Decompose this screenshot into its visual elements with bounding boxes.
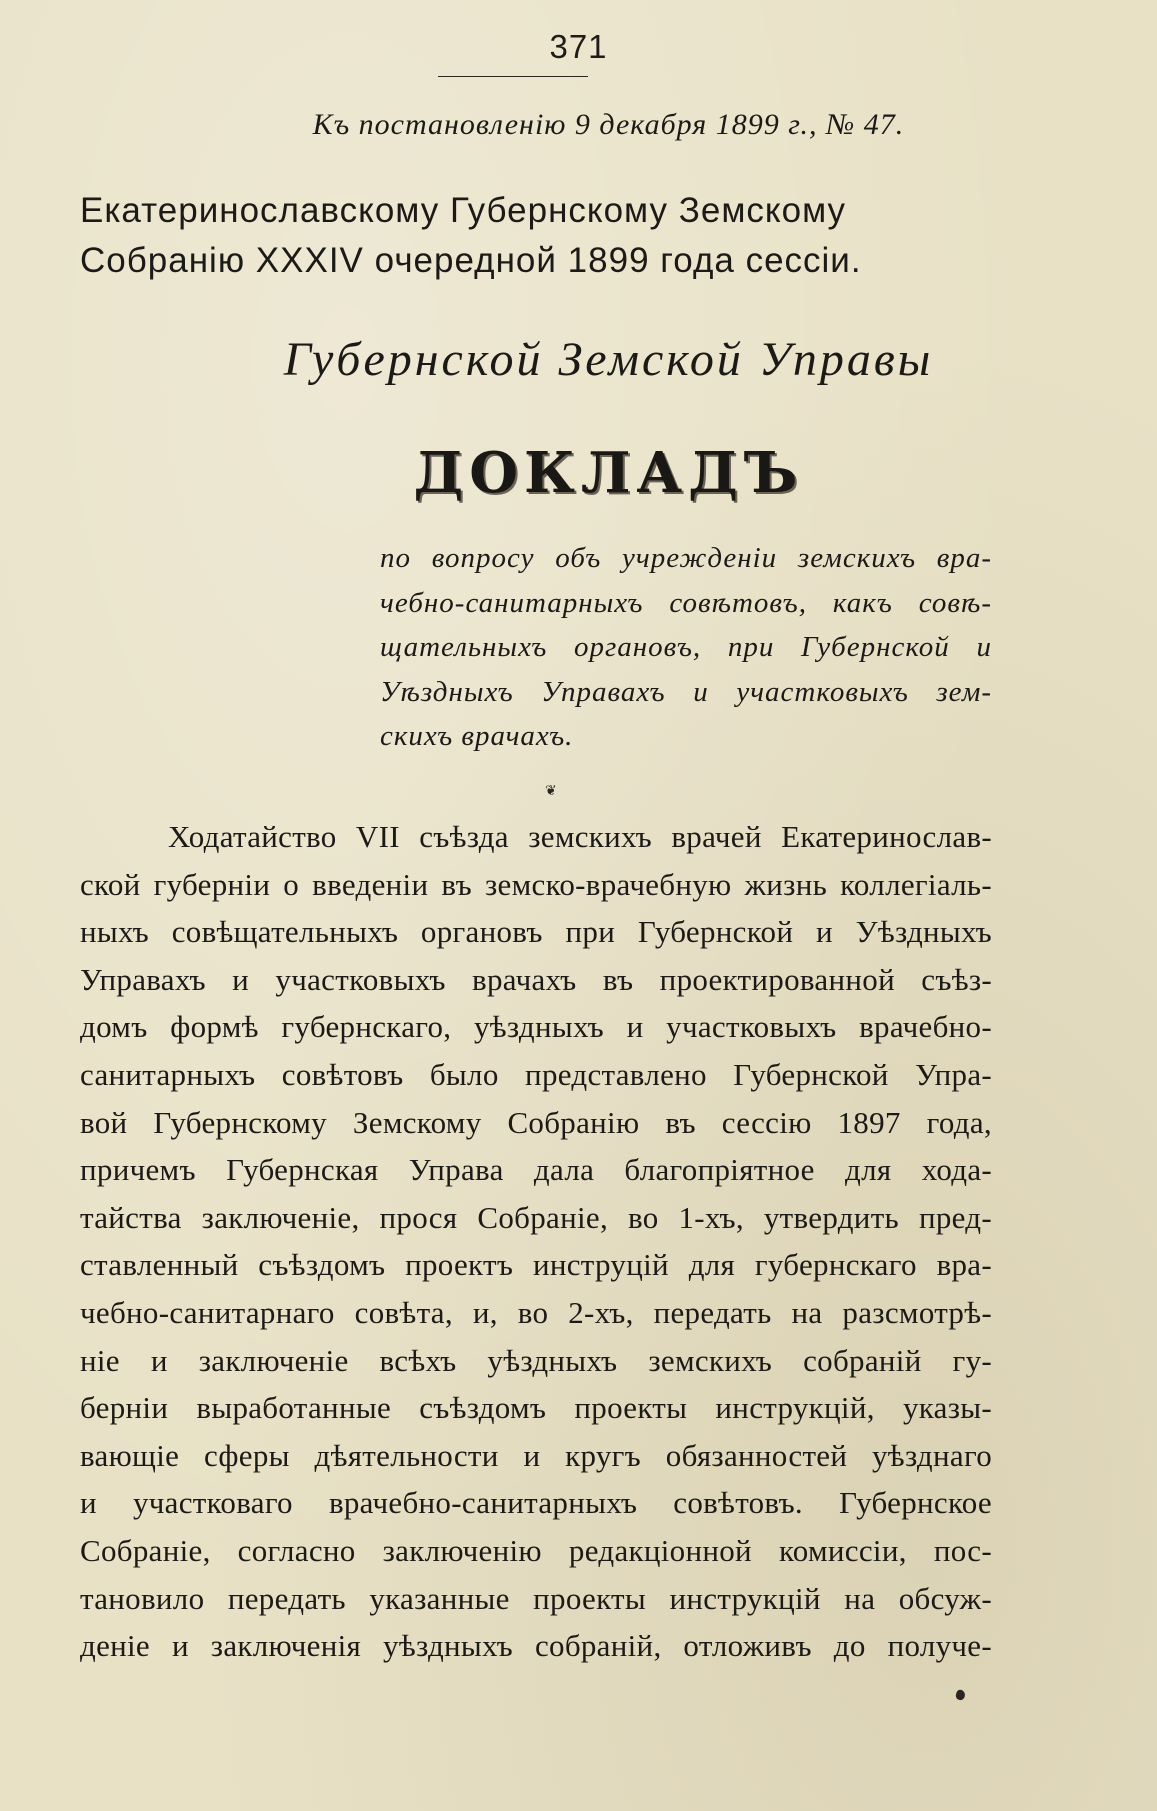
page-number-rule [438,76,588,77]
body-line: вающіе сферы дѣятельности и кругъ обязанностей уѣзднаго [80,1437,992,1473]
subject-line: чебно-санитарныхъ совѣтовъ, какъ совѣ- [380,586,992,619]
page-number: 371 [549,28,608,65]
body-line: и участковаго врачебно-санитарныхъ совѣтовъ. Губернское [80,1485,992,1521]
subject-line: по вопросу объ учрежденіи земскихъ вра- [380,542,992,574]
body-line: чебно-санитарнаго совѣта, и, во 2-хъ, передать на разсмотрѣ- [80,1294,992,1330]
body-line: санитарныхъ совѣтовъ было представлено Губернской Упра- [80,1056,992,1092]
body-line: тайства заключеніе, прося Собраніе, во 1-хъ, утвердить пред- [80,1199,992,1235]
body-line: Управахъ и участковыхъ врачахъ въ проектированной съѣз- [80,961,992,997]
ink-speck [955,1689,967,1701]
body-line: ніе и заключеніе всѣхъ уѣздныхъ земскихъ собраній гу- [80,1342,992,1378]
body-line: ставленный съѣздомъ проектъ инструцій для губернскаго вра- [80,1247,992,1283]
body-line: берніи выработанные съѣздомъ проекты инструкцій, указы- [80,1390,992,1426]
doklad-title: ДОКЛАДЪ [413,440,804,506]
addressee-line: Екатеринославскому Губернскому Земскому [80,191,847,230]
body-line: ской губерніи о введеніи въ земско-врачебную жизнь коллегіаль- [80,866,992,902]
report-subject [380,536,992,759]
body-line: деніе и заключенія уѣздныхъ собраній, отложивъ до получе- [80,1628,992,1664]
resolution-reference: Къ постановленію 9 декабря 1899 г., № 47. [312,108,905,141]
subject-line: Уѣздныхъ Управахъ и участковыхъ зем- [380,675,992,708]
addressee-line: Собранію XXXIV очередной 1899 года сессіи. [80,241,862,280]
addressee-heading [80,186,1080,286]
ornament-icon: ❦ [545,784,557,799]
subject-line: скихъ врачахъ. [380,720,574,752]
body-paragraph [80,813,992,1670]
body-line: Ходатайство VII съѣзда земскихъ врачей Екатеринослав- [168,819,992,854]
body-line: причемъ Губернская Управа дала благопріятное для хода- [80,1152,992,1188]
body-line: домъ формѣ губернскаго, уѣздныхъ и участковыхъ врачебно- [80,1009,992,1045]
subject-line: щательныхъ органовъ, при Губернской и [380,631,992,663]
uprava-heading: Губернской Земской Управы [283,333,934,386]
body-line: ныхъ совѣщательныхъ органовъ при Губернской и Уѣздныхъ [80,914,992,950]
body-line: вой Губернскому Земскому Собранію въ сессію 1897 года, [80,1104,992,1140]
body-line: тановило передать указанные проекты инструкцій на обсуж- [80,1580,992,1616]
body-line: Собраніе, согласно заключенію редакціонной комиссіи, пос- [80,1532,992,1568]
